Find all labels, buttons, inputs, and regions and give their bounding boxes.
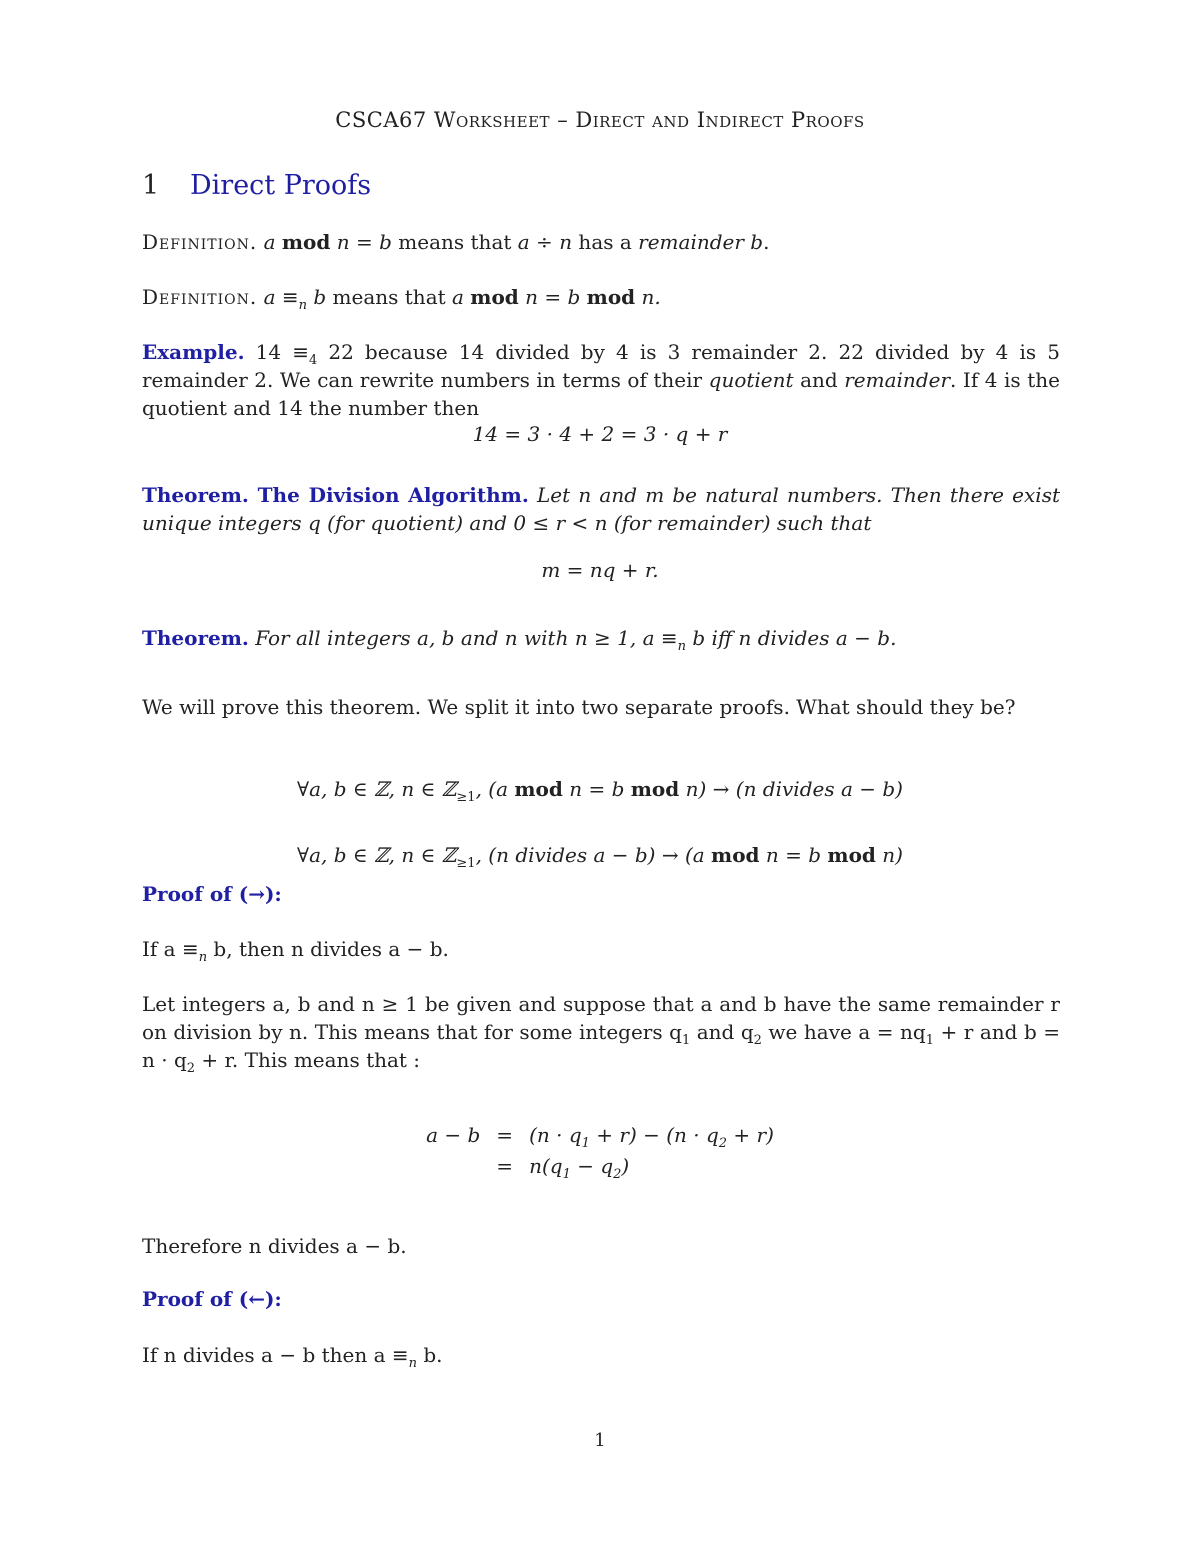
proof-forward-derivation: a − b = $(n \cdot q_1 + r) - (n \cdot q_2 + r)$ = $n(q_1 - q_2)$ <box>426 1122 774 1182</box>
theorem-label: Theorem. The Division Algorithm. <box>142 483 529 507</box>
proof-forward-body: Let integers a, b and n ≥ 1 be given and suppose that a and b have the same remainder r on division by n. This means that for some integers $q_1$ and $q_2$ we have $a = nq_1 + r$ and $b = n \cdot q_2 + r$. This means that : <box>142 992 1061 1076</box>
division-algorithm-equation: m = nq + r. <box>541 558 659 582</box>
division-algorithm-theorem: Theorem. The Division Algorithm. Let n and m be natural numbers. Then there exist unique integers q (for quotient) and 0 ≤ r < n (for remainder) such that <box>142 483 1060 535</box>
prove-intro: We will prove this theorem. We split it into two separate proofs. What should they be? <box>142 695 1016 719</box>
backward-statement: ∀a, b ∈ ℤ, n ∈ ℤ$_{\ge 1}$, (n divides a − b) → (a mod n = b mod n) <box>297 843 903 871</box>
page-number: 1 <box>594 1430 606 1451</box>
forward-statement: ∀a, b ∈ ℤ, n ∈ ℤ$_{\ge 1}$, (a mod n = b mod n) → (n divides a − b) <box>297 777 903 805</box>
definition-label: Definition. <box>142 285 258 309</box>
worksheet-title: CSCA67 Worksheet – Direct and Indirect Proofs <box>335 108 865 132</box>
proof-forward-claim: If $a \equiv_n$ b, then n divides a − b. <box>142 937 449 965</box>
proof-forward-conclusion: Therefore n divides a − b. <box>142 1234 407 1258</box>
example-equation: 14 = 3 · 4 + 2 = 3 · q + r <box>472 422 728 446</box>
definition-label: Definition. <box>142 230 258 254</box>
congruence-theorem: Theorem. For all integers a, b and n with n ≥ 1, $a \equiv_n$ b iff n divides a − b. <box>142 626 897 654</box>
definition-congruence: Definition. $a \equiv_n$ b means that a mod n = b mod n. <box>142 285 661 313</box>
theorem-label: Theorem. <box>142 626 249 650</box>
section-number: 1 <box>142 170 160 201</box>
proof-backward-heading: Proof of (←): <box>142 1287 282 1311</box>
example-label: Example. <box>142 340 245 364</box>
example-paragraph: Example. $14 \equiv_4$ 22 because 14 divided by 4 is 3 remainder 2. 22 divided by 4 is 5 remainder 2. We can rewrite numbers in terms of their quotient and remainder. If 4 is the quotient and 14 the number then <box>142 340 1060 420</box>
definition-mod: Definition. a mod n = b means that a ÷ n has a remainder b. <box>142 230 770 254</box>
proof-forward-heading: Proof of (→): <box>142 882 282 906</box>
section-title: Direct Proofs <box>190 170 372 201</box>
proof-backward-claim: If n divides a − b then $a \equiv_n$ b. <box>142 1343 443 1371</box>
